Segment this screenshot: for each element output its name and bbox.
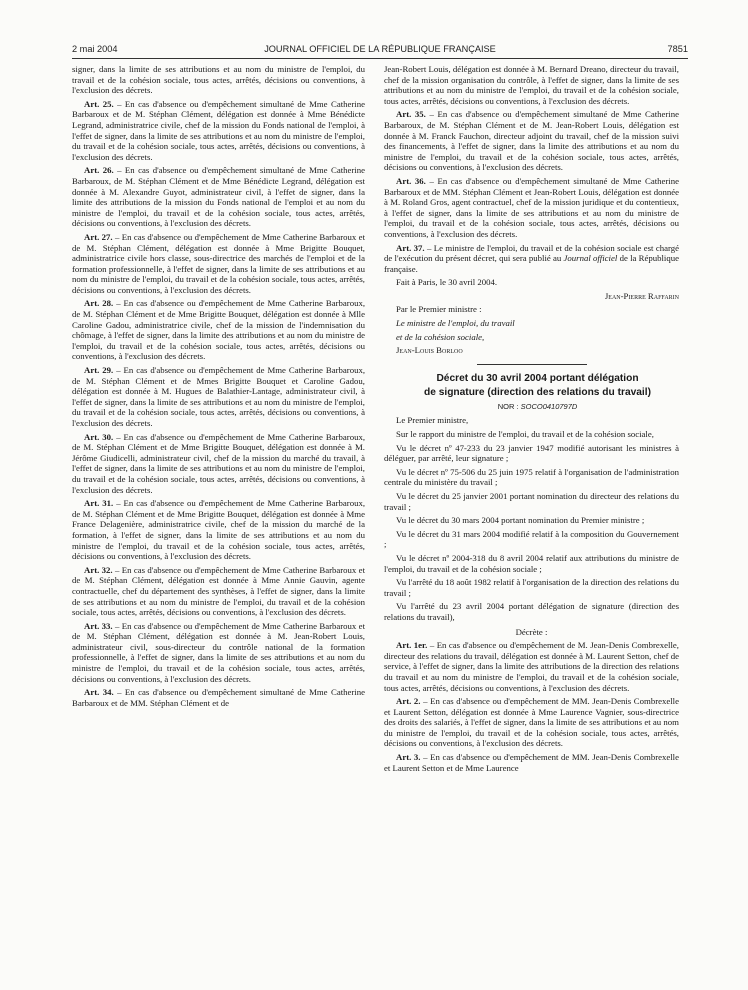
article-text: – En cas d'absence ou d'empêchement de Mme Catherine Barbaroux, de M. Stéphan Clément et de Mmes Brigitte Bouquet et Caroline Gadou, délégation est donnée à M. Hugues de Balathier-Lantage, administrateur civil, à l'effet de signer, dans la limite de ses attributions et au nom du ministre de l'emploi, du travail et de la cohésion sociale, tous actes, arrêtés, décisions ou conventions, à l'exclusion des décrets. [72,365,366,428]
article-label: Art. 25. [84,98,114,109]
article-30 [72,432,365,496]
preamble-line: Le Premier ministre, [396,415,469,426]
preamble-line: Vu le décret nº 2004-318 du 8 avril 2004 relatif aux attributions du ministre de l'emploi, du travail et de la cohésion sociale ; [384,552,679,574]
preamble-line: Vu l'arrêté du 18 août 1982 relatif à l'organisation de la direction des relations du travail ; [384,577,679,598]
by-prime-minister: Par le Premier ministre : [396,304,482,315]
article-text: – En cas d'absence ou d'empêchement de Mme Catherine Barbaroux, de M. Stéphan Clément et de Mme Brigitte Bouquet, délégation est donnée à Mme France Delagenière, administratrice civile, chef de la mission du marché de la formation, à l'effet de signer, dans la limite de ses attributions et au nom du ministre de l'emploi, du travail et de la cohésion sociale, tous actes, arrêtés, décisions ou conventions, à l'exclusion des décrets. [72,498,366,562]
journal-officiel-italic: Journal officiel [563,253,618,264]
place-date: Fait à Paris, le 30 avril 2004. [396,277,498,288]
article-text: – En cas d'absence ou d'empêchement de Mme Catherine Barbaroux et de M. Stéphan Clément, délégation est donnée à Mme Brigitte Bouquet, administratrice civile hors classe, sous-directrice des marchés de l'emploi et de la formation professionnelle, à l'effet de signer, dans la limite de ses attributions et au nom du ministre de l'emploi, du travail et de la cohésion sociale, tous actes, arrêtés, décisions ou conventions, à l'exclusion des décrets. [72,231,366,295]
article-34 [72,687,365,708]
minister-name: Jean-Louis Borloo [396,345,463,356]
article-label: Art. 31. [84,498,114,509]
decree-title-line1: Décret du 30 avril 2004 portant délégation [436,372,639,384]
page-header [72,44,688,58]
decrete-heading: Décrète : [515,626,548,637]
article-label: Art. 34. [84,687,114,698]
header-journal-title: JOURNAL OFFICIEL DE LA RÉPUBLIQUE FRANÇAISE [264,44,496,54]
article-29 [72,365,365,429]
article-text: – En cas d'absence ou d'empêchement de Mme Catherine Barbaroux, de M. Stéphan Clément et de Mme Brigitte Bouquet, délégation est donnée à Mlle Caroline Gadou, administratrice civile, chef de la mission de l'indemnisation du chômage, à l'effet de signer, dans la limite des attributions et au nom du ministre de l'emploi, du travail et de la cohésion sociale, tous actes, arrêtés, décisions ou conventions, à l'exclusion des décrets. [72,298,366,362]
article-text: – En cas d'absence ou d'empêchement simultané de Mme Catherine Barbaroux, de M. Stéphan Clément et de M. Jean-Robert Louis, délégation est donnée à M. Franck Fauchon, directeur adjoint du travail, chef de la mission suivi des financements, à l'effet de signer, dans la limite des attributions et au nom du ministre de l'emploi, du travail et de la cohésion sociale, tous actes, arrêtés, décisions ou conventions, à l'exclusion des décrets. [384,109,679,173]
article-32 [72,565,365,618]
article-35 [384,109,679,173]
article-label: Art. 29. [84,365,114,376]
article-label: Art. 3. [396,752,421,763]
paragraph: signer, dans la limite de ses attributions et au nom du ministre de l'emploi, du travail et de la cohésion sociale, tous actes, arrêtés, décisions ou conventions, à l'exclusion des décrets. [72,64,365,96]
article-text: – En cas d'absence ou d'empêchement de Mme Catherine Barbaroux et de M. Stéphan Clément, délégation est donnée à Mme Annie Gauvin, agente contractuelle, chef du département des synthèses, à l'effet de signer, dans la limite de ses attributions et au nom du ministre de l'emploi, du travail et de la cohésion sociale, tous actes, arrêtés, décisions ou conventions, à l'exclusion des décrets. [72,564,366,618]
article-label: Art. 37. [396,242,425,253]
paragraph: Jean-Robert Louis, délégation est donnée à M. Bernard Dreano, directeur du travail, chef de la mission organisation du contrôle, à l'effet de signer, dans la limite de ses attributions et au nom du ministre de l'emploi, du travail et de la cohésion sociale, tous actes, arrêtés, décisions ou conventions, à l'exclusion des décrets. [384,64,679,106]
nor-code: SOCO0410797D [520,401,578,411]
article-label: Art. 26. [84,165,114,176]
preamble-line: Vu le décret nº 75-506 du 25 juin 1975 relatif à l'organisation de l'administration centrale du ministère du travail ; [384,466,679,488]
article-label: Art. 30. [84,431,114,442]
preamble-line: Vu le décret du 25 janvier 2001 portant nomination du directeur des relations du travail ; [384,491,679,512]
article-text: – En cas d'absence ou d'empêchement simultané de Mme Catherine Barbaroux et de M. Stéphan Clément, délégation est donnée à Mme Bénédicte Legrand, administratrice civile, chef de la mission du Fonds national de l'emploi, à l'effet de signer, dans la limite de ses attributions et au nom du ministre de l'emploi, du travail et de la cohésion sociale, tous actes, arrêtés, décisions ou conventions, à l'exclusion des décrets. [72,98,365,162]
article-label: Art. 28. [84,298,114,309]
article-25 [72,99,365,163]
decree-article-1 [384,640,679,693]
decree-article-3 [384,752,679,773]
article-label: Art. 35. [396,109,426,120]
article-text: – En cas d'absence ou d'empêchement de MM. Jean-Denis Combrexelle et Laurent Setton, délégation est donnée à Mme Laurence Vagnier, sous-directrice des droits des salariés, à l'effet de signer, dans la limite de ses attributions et au nom du ministre de l'emploi, du travail et de la cohésion sociale, tous actes, arrêtés, décisions ou conventions, à l'exclusion des décrets. [384,696,679,749]
article-label: Art. 1er. [396,640,428,651]
decree-article-2 [384,696,679,749]
preamble-line: Sur le rapport du ministre de l'emploi, du travail et de la cohésion sociale, [396,429,654,440]
article-label: Art. 27. [84,231,113,242]
signatory-name: Jean-Pierre Raffarin [604,290,679,301]
article-28 [72,298,365,362]
article-label: Art. 2. [396,696,421,707]
article-37 [384,243,679,275]
preamble-line: Vu le décret nº 47-233 du 23 janvier 1947 modifié autorisant les ministres à déléguer, par arrêté, leur signature ; [384,442,679,464]
nor-reference [384,402,679,413]
article-text: – Le ministre de l'emploi, du travail et de la cohésion sociale est chargé de l'exécution du présent décret, qui sera publié au [384,242,680,264]
minister-title-line2: et de la cohésion sociale, [396,331,485,342]
preamble-line: Vu le décret du 31 mars 2004 modifié relatif à la composition du Gouvernement ; [384,528,679,550]
article-33 [72,621,365,685]
article-text: – En cas d'absence ou d'empêchement simultané de Mme Catherine Barbaroux et de MM. Stéphan Clément et de [72,687,365,708]
article-31 [72,498,365,562]
article-label: Art. 36. [396,175,426,186]
nor-label: NOR : [497,401,521,411]
article-text: – En cas d'absence ou d'empêchement de M. Jean-Denis Combrexelle, directeur des relations du travail, délégation est donnée à M. Laurent Setton, chef de service, à l'effet de signer, dans la limite des attributions de la direction des relations du travail et au nom du ministre de l'emploi, du travail et de la cohésion sociale, tous actes, arrêtés, décisions ou conventions, à l'exclusion des décrets. [384,640,679,693]
article-27 [72,232,365,296]
article-text: – En cas d'absence ou d'empêchement de Mme Catherine Barbaroux, de M. Stéphan Clément et de Mme Brigitte Bouquet, délégation est donnée à M. Jérôme Giudicelli, administrateur civil, chef de la mission du marché du travail, à l'effet de signer, dans la limite de ses attributions et au nom du ministre de l'emploi, du travail et de la cohésion sociale, tous actes, arrêtés, décisions ou conventions, à l'exclusion des décrets. [72,431,366,495]
header-rule [72,58,688,59]
right-column [384,64,679,776]
decree-title-line2: de signature (direction des relations du travail) [423,387,651,399]
article-text: de la République française. [384,253,679,274]
section-divider [477,364,587,365]
header-date: 2 mai 2004 [72,44,118,54]
article-text: – En cas d'absence ou d'empêchement de Mme Catherine Barbaroux et de M. Stéphan Clément, délégation est donnée à M. Jean-Robert Louis, administrateur civil, sous-directeur du contrôle national de la formation professionnelle, à l'effet de signer, dans la limite de ses attributions et au nom du ministre de l'emploi, du travail et de la cohésion sociale, tous actes, arrêtés, décisions ou conventions, à l'exclusion des décrets. [72,620,366,684]
preamble-line: Vu le décret du 30 mars 2004 portant nomination du Premier ministre ; [396,515,645,526]
preamble-line: Vu l'arrêté du 23 avril 2004 portant délégation de signature (direction des relations du travail), [384,601,679,622]
article-26 [72,165,365,229]
article-36 [384,176,679,240]
left-column [72,64,365,711]
article-text: – En cas d'absence ou d'empêchement simultané de Mme Catherine Barbaroux, de M. Stéphan Clément et de Mme Bénédicte Legrand, délégation est donnée à M. Alexandre Guyot, administrateur civil, à l'effet de signer, dans la limite des attributions de la mission du Fonds national de l'emploi et au nom du ministre de l'emploi, du travail et de la cohésion sociale, tous actes, arrêtés, décisions ou conventions, à l'exclusion des décrets. [72,165,365,229]
header-page-number: 7851 [667,44,688,54]
article-text: – En cas d'absence ou d'empêchement de MM. Jean-Denis Combrexelle et Laurent Setton et de Mme Laurence [384,752,679,773]
minister-title-line1: Le ministre de l'emploi, du travail [396,318,515,329]
article-label: Art. 33. [84,620,113,631]
article-text: – En cas d'absence ou d'empêchement simultané de Mme Catherine Barbaroux et de MM. Stéphan Clément et Jean-Robert Louis, délégation est donnée à M. Roland Gros, agent contractuel, chef de la mission juridique et du contentieux, à l'effet de signer, dans la limite de ses attributions et au nom du ministre de l'emploi, du travail et de la cohésion sociale, tous actes, arrêtés, décisions ou conventions, à l'exclusion des décrets. [384,175,679,239]
article-label: Art. 32. [84,564,113,575]
